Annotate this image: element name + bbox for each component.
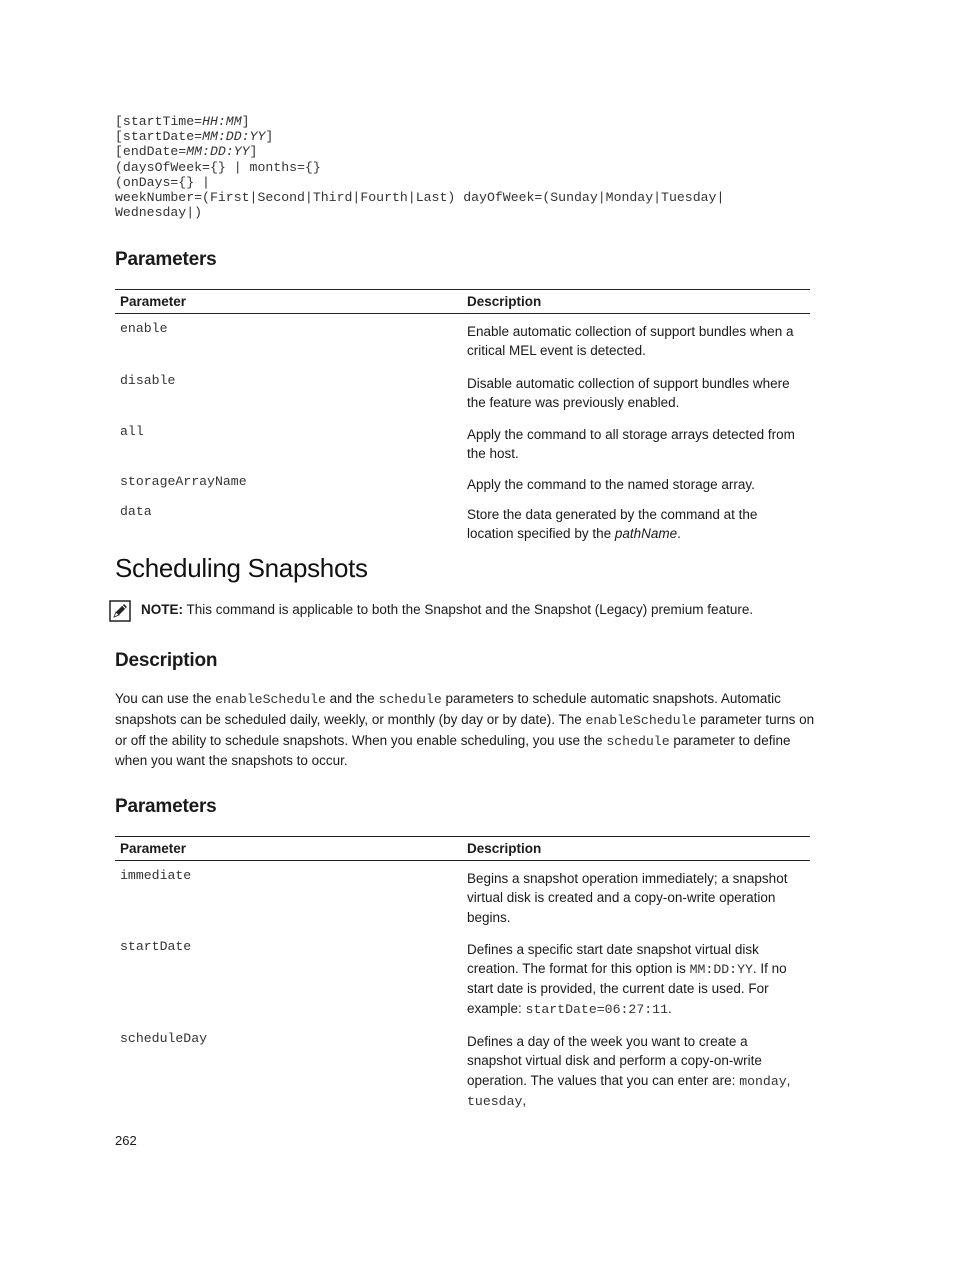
column-header-parameter: Parameter	[115, 290, 462, 314]
syntax-placeholder: HH:MM	[202, 114, 242, 129]
table-row	[115, 314, 810, 366]
parameter-description: Defines a specific start date snapshot virtual disk creation. The format for this option is MM:DD:YY. If no start date is provided, the current date is used. For example: startDate=06:27:11.	[467, 941, 787, 1017]
syntax-line: (daysOfWeek={} | months={}	[115, 159, 321, 175]
syntax-line: [startTime=	[115, 114, 203, 129]
section-title: Scheduling Snapshots	[115, 553, 368, 583]
note-text: This command is applicable to both the Snapshot and the Snapshot (Legacy) premium feature.	[183, 602, 754, 617]
parameter-description: Begins a snapshot operation immediately; a snapshot virtual disk is created and a copy-on-write operation begins.	[467, 871, 788, 925]
parameter-name: scheduleDay	[120, 1031, 208, 1047]
parameter-description: Disable automatic collection of support bundles where the feature was previously enabled.	[467, 375, 790, 410]
parameter-name: data	[120, 504, 152, 520]
syntax-line: (onDays={} |	[115, 174, 210, 190]
parameter-description: Apply the command to the named storage array.	[467, 476, 755, 492]
inline-code: enableSchedule	[215, 692, 326, 707]
parameter-name: disable	[120, 372, 176, 388]
syntax-placeholder: MM:DD:YY	[186, 144, 250, 160]
page-number: 262	[115, 1133, 137, 1148]
syntax-line: ]	[265, 129, 274, 145]
table-header-row	[115, 837, 810, 861]
syntax-line: [endDate=	[115, 144, 187, 160]
syntax-line: ]	[249, 144, 258, 160]
pencil-note-icon	[109, 600, 131, 622]
table-header-row	[115, 290, 810, 314]
inline-code: MM:DD:YY	[689, 962, 753, 978]
table-row	[115, 932, 810, 1024]
parameter-description: Apply the command to all storage arrays detected from the host.	[467, 427, 795, 462]
inline-code: startDate=06:27:11	[525, 1001, 668, 1017]
parameters-heading: Parameters	[115, 249, 217, 270]
table-row	[115, 469, 810, 497]
note-callout	[109, 600, 753, 622]
column-header-description: Description	[462, 837, 810, 861]
description-heading: Description	[115, 650, 218, 671]
parameter-description: Defines a day of the week you want to create a snapshot virtual disk and perform a copy-on-write operation. The values that you can enter are: monday, tuesday,	[467, 1034, 791, 1109]
column-header-description: Description	[462, 290, 810, 314]
table-row	[115, 366, 810, 418]
inline-code: schedule	[606, 733, 670, 749]
inline-code: monday	[739, 1073, 787, 1089]
inline-code: schedule	[378, 692, 442, 707]
parameters-table	[115, 289, 810, 549]
syntax-line: Wednesday|)	[115, 205, 203, 221]
parameters-heading: Parameters	[115, 796, 217, 817]
path-name-term: pathName	[614, 526, 678, 542]
syntax-block	[115, 114, 724, 220]
parameter-description: Enable automatic collection of support bundles when a critical MEL event is detected.	[467, 324, 794, 359]
table-row	[115, 1024, 810, 1116]
table-row	[115, 417, 810, 469]
column-header-parameter: Parameter	[115, 837, 462, 861]
syntax-line: [startDate=	[115, 129, 203, 145]
table-row	[115, 861, 810, 932]
syntax-line: ]	[241, 114, 250, 129]
note-label: NOTE:	[141, 602, 183, 617]
parameter-name: immediate	[120, 868, 192, 883]
inline-code: enableSchedule	[585, 712, 697, 728]
parameter-name: all	[120, 424, 144, 440]
parameters-table	[115, 836, 810, 1116]
table-row	[115, 497, 810, 549]
syntax-line: weekNumber=(First|Second|Third|Fourth|Last) dayOfWeek=(Sunday|Monday|Tuesday|	[115, 190, 725, 206]
parameter-name: enable	[120, 321, 168, 336]
parameter-name: storageArrayName	[120, 473, 247, 489]
parameter-description: Store the data generated by the command at the location specified by the pathName.	[467, 507, 758, 542]
inline-code: tuesday	[467, 1093, 523, 1109]
description-paragraph: You can use the enableSchedule and the schedule parameters to schedule automatic snapshots. Automatic snapshots can be scheduled daily, weekly, or monthly (by day or by date). The enableSchedule parameter turns on or off the ability to schedule snapshots. When you enable scheduling, you use the schedule parameter to define when you want the snapshots to occur.	[115, 691, 815, 769]
syntax-placeholder: MM:DD:YY	[202, 129, 266, 145]
parameter-name: startDate	[120, 938, 192, 954]
